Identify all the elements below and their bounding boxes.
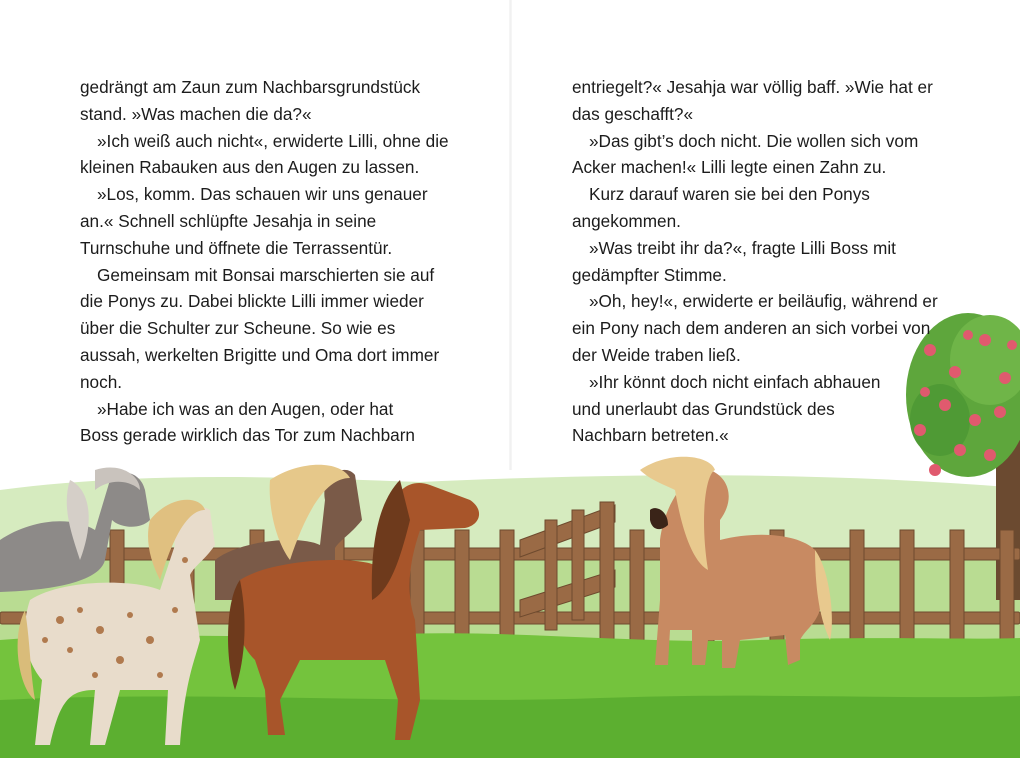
text-line: Acker machen!« Lilli legte einen Zahn zu. [572,157,887,178]
text-line: angekommen. [572,210,681,231]
left-page-text [80,74,460,449]
text-line: gedämpfter Stimme. [572,264,727,285]
text-line: Nachbarn betreten.« [572,425,729,446]
text-line: gedrängt am Zaun zum Nachbarsgrundstück [80,77,421,97]
text-line: an.« Schnell schlüpfte Jesahja in seine [80,210,377,231]
text-line: ein Pony nach dem anderen an sich vorbei von [572,318,931,339]
right-page-text [572,74,952,449]
text-line: Turnschuhe und öffnete die Terrassentür. [80,237,393,258]
text-line: Kurz darauf waren sie bei den Ponys [589,184,870,205]
text-line: »Ihr könnt doch nicht einfach abhauen [589,371,881,392]
text-line: entriegelt?« Jesahja war völlig baff. »Wie hat er [572,77,933,97]
text-line: der Weide traben ließ. [572,344,741,365]
text-line: kleinen Rabauken aus den Augen zu lassen. [80,157,420,178]
text-line: Gemeinsam mit Bonsai marschierten sie auf [97,264,435,285]
text-line: stand. »Was machen die da?« [80,103,312,124]
text-line: noch. [80,371,123,392]
text-line: über die Schulter zur Scheune. So wie es [80,318,396,339]
text-line: aussah, werkelten Brigitte und Oma dort immer [80,344,440,365]
text-line: »Ich weiß auch nicht«, erwiderte Lilli, ohne die [97,130,449,151]
text-line: »Was treibt ihr da?«, fragte Lilli Boss mit [589,237,896,258]
text-line: »Habe ich was an den Augen, oder hat [97,398,394,419]
text-line: »Das gibt’s doch nicht. Die wollen sich vom [589,130,919,151]
text-line: und unerlaubt das Grundstück des [572,398,835,419]
page-gutter [509,0,512,470]
text-line: die Ponys zu. Dabei blickte Lilli immer wieder [80,291,424,312]
text-line: »Oh, hey!«, erwiderte er beiläufig, während er [589,291,938,312]
text-line: das geschafft?« [572,103,694,124]
text-line: »Los, komm. Das schauen wir uns genauer [97,184,428,205]
text-line: Boss gerade wirklich das Tor zum Nachbarn [80,425,415,446]
